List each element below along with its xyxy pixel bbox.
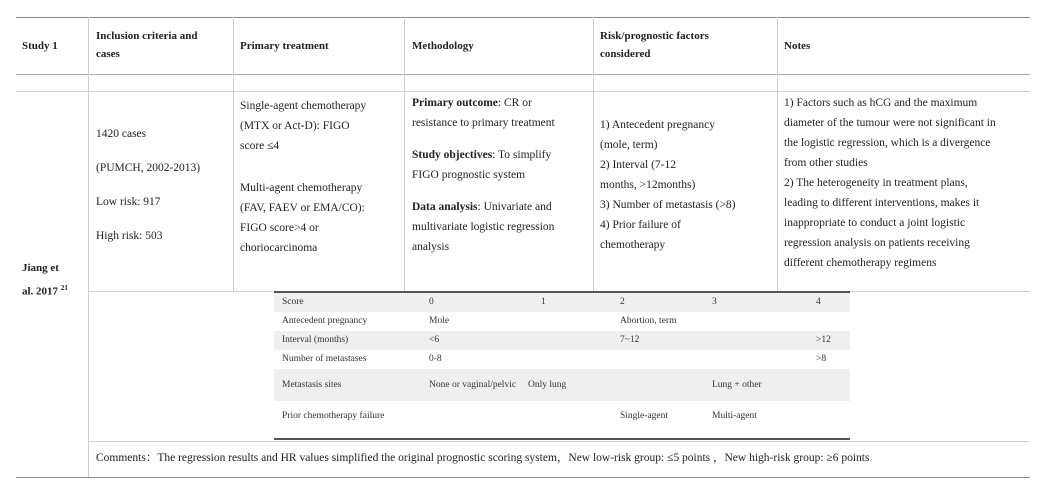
- score-table-header: Score 0 1 2 3 4: [274, 293, 850, 312]
- table-bottom-rule: [16, 477, 1030, 478]
- inclusion-cell: 1420 cases (PUMCH, 2002-2013) Low risk: 917 High risk: 503: [96, 128, 201, 242]
- comments-line: Comments：The regression results and HR values simplified the original prognostic scoring system，New low-risk group: ≤5 points ，New high-risk group: ≥6 points: [96, 452, 870, 464]
- table-top-rule: [16, 17, 1030, 18]
- header-notes: Notes: [784, 40, 811, 52]
- treatment-multi-agent: Multi-agent chemotherapy (FAV, FAEV or EMA/CO): FIGO score>4 or choriocarcinoma: [240, 182, 365, 254]
- col-divider-5: [777, 17, 778, 291]
- study-name: Jiang et al. 2017 $^{21}$: [22, 262, 68, 298]
- header-methodology: Methodology: [412, 40, 474, 52]
- score-row-metastases: Number of metastases 0-8 >8: [282, 354, 827, 364]
- col-divider-3: [404, 17, 405, 291]
- score-row-interval: Interval (months) <6 7~12 >12: [274, 331, 850, 350]
- comments-top-rule: [88, 441, 1030, 442]
- col-divider-1: [88, 17, 89, 477]
- header-study: Study 1: [22, 40, 58, 52]
- methodology-cell: Primary outcome: CR or resistance to primary treatment Study objectives: To simplify FIGO prognostic system Data analysis: Univariate and multivariate logistic regression analysis: [412, 97, 555, 253]
- treatment-single-agent: Single-agent chemotherapy (MTX or Act-D): FIGO score ≤4: [240, 100, 367, 152]
- score-table-bottom-rule: [274, 438, 850, 440]
- header-risk-factors: Risk/prognostic factors considered: [600, 30, 709, 60]
- col-divider-2: [233, 17, 234, 291]
- header-treatment: Primary treatment: [240, 40, 329, 52]
- score-row-antecedent-pregnancy: Antecedent pregnancy Mole Abortion, term: [282, 316, 677, 326]
- score-row-metastasis-sites: Metastasis sites None or vaginal/pelvic Only lung Lung + other: [274, 369, 850, 401]
- score-row-prior-chemo-failure: Prior chemotherapy failure Single-agent Multi-agent: [282, 411, 757, 421]
- body-top-rule: [16, 91, 1030, 92]
- header-inclusion: Inclusion criteria and cases: [96, 30, 198, 60]
- notes-cell: 1) Factors such as hCG and the maximum diameter of the tumour were not significant in the logistic regression, which is a divergence from other studies 2) The heterogeneity in treatment plans, leading to different interventions, makes it inappropriate to conduct a joint logistic regression analysis on patients receiving different chemotherapy regimens: [784, 97, 996, 269]
- risk-factors-cell: 1) Antecedent pregnancy (mole, term) 2) Interval (7-12 months, >12months) 3) Number of metastasis (>8) 4) Prior failure of chemotherapy: [600, 119, 736, 251]
- col-divider-4: [593, 17, 594, 291]
- header-bottom-rule: [16, 74, 1030, 75]
